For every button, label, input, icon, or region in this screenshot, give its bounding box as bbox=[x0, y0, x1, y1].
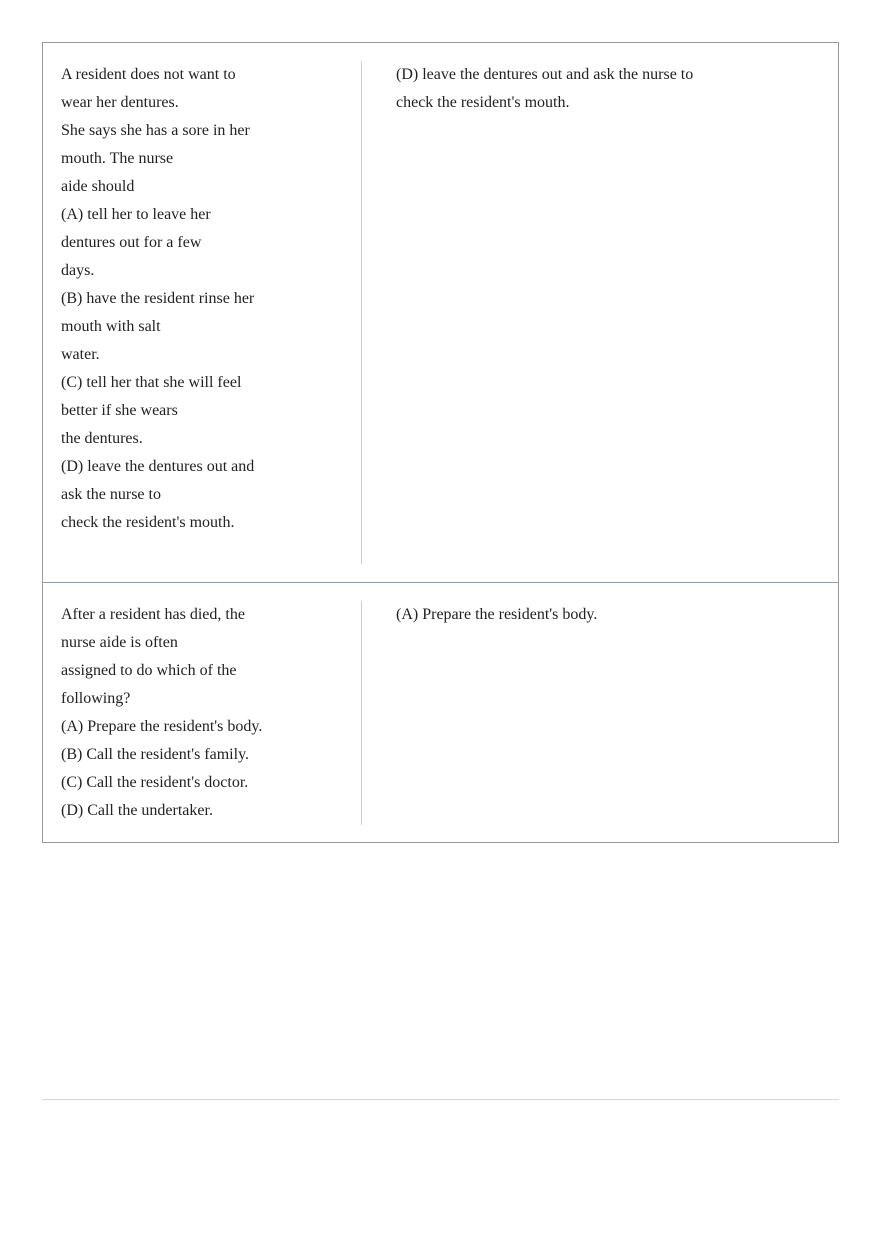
answer-line: (A) Prepare the resident's body. bbox=[396, 606, 598, 623]
option-c-line: the dentures. bbox=[61, 430, 143, 447]
option-a-line: (A) tell her to leave her bbox=[61, 206, 211, 223]
option-d-line: check the resident's mouth. bbox=[61, 514, 235, 531]
flashcard-question bbox=[61, 61, 362, 564]
option-a-line: (A) Prepare the resident's body. bbox=[61, 718, 263, 735]
question-line: After a resident has died, the bbox=[61, 606, 245, 623]
answer-line: (D) leave the dentures out and ask the nurse to bbox=[396, 66, 694, 83]
flashcard-list bbox=[42, 42, 839, 843]
footer-divider bbox=[42, 1099, 839, 1100]
option-d-line: ask the nurse to bbox=[61, 486, 161, 503]
option-d-line: (D) leave the dentures out and bbox=[61, 458, 255, 475]
flashcard-answer bbox=[396, 601, 776, 842]
option-b-line: mouth with salt bbox=[61, 318, 161, 335]
question-line: mouth. The nurse bbox=[61, 150, 174, 167]
flashcard-question bbox=[61, 601, 362, 825]
question-line: aide should bbox=[61, 178, 135, 195]
answer-line: check the resident's mouth. bbox=[396, 94, 570, 111]
question-line: wear her dentures. bbox=[61, 94, 179, 111]
option-c-line: (C) tell her that she will feel bbox=[61, 374, 242, 391]
flashcard bbox=[43, 43, 838, 582]
option-b-line: (B) have the resident rinse her bbox=[61, 290, 255, 307]
option-d-line: (D) Call the undertaker. bbox=[61, 802, 213, 819]
flashcard bbox=[43, 582, 838, 842]
option-a-line: days. bbox=[61, 262, 95, 279]
option-b-line: water. bbox=[61, 346, 100, 363]
question-line: assigned to do which of the bbox=[61, 662, 237, 679]
option-c-line: (C) Call the resident's doctor. bbox=[61, 774, 249, 791]
option-a-line: dentures out for a few bbox=[61, 234, 202, 251]
flashcard-answer bbox=[396, 61, 776, 582]
question-line: She says she has a sore in her bbox=[61, 122, 250, 139]
question-line: following? bbox=[61, 690, 131, 707]
question-line: nurse aide is often bbox=[61, 634, 178, 651]
option-c-line: better if she wears bbox=[61, 402, 178, 419]
question-line: A resident does not want to bbox=[61, 66, 236, 83]
option-b-line: (B) Call the resident's family. bbox=[61, 746, 250, 763]
